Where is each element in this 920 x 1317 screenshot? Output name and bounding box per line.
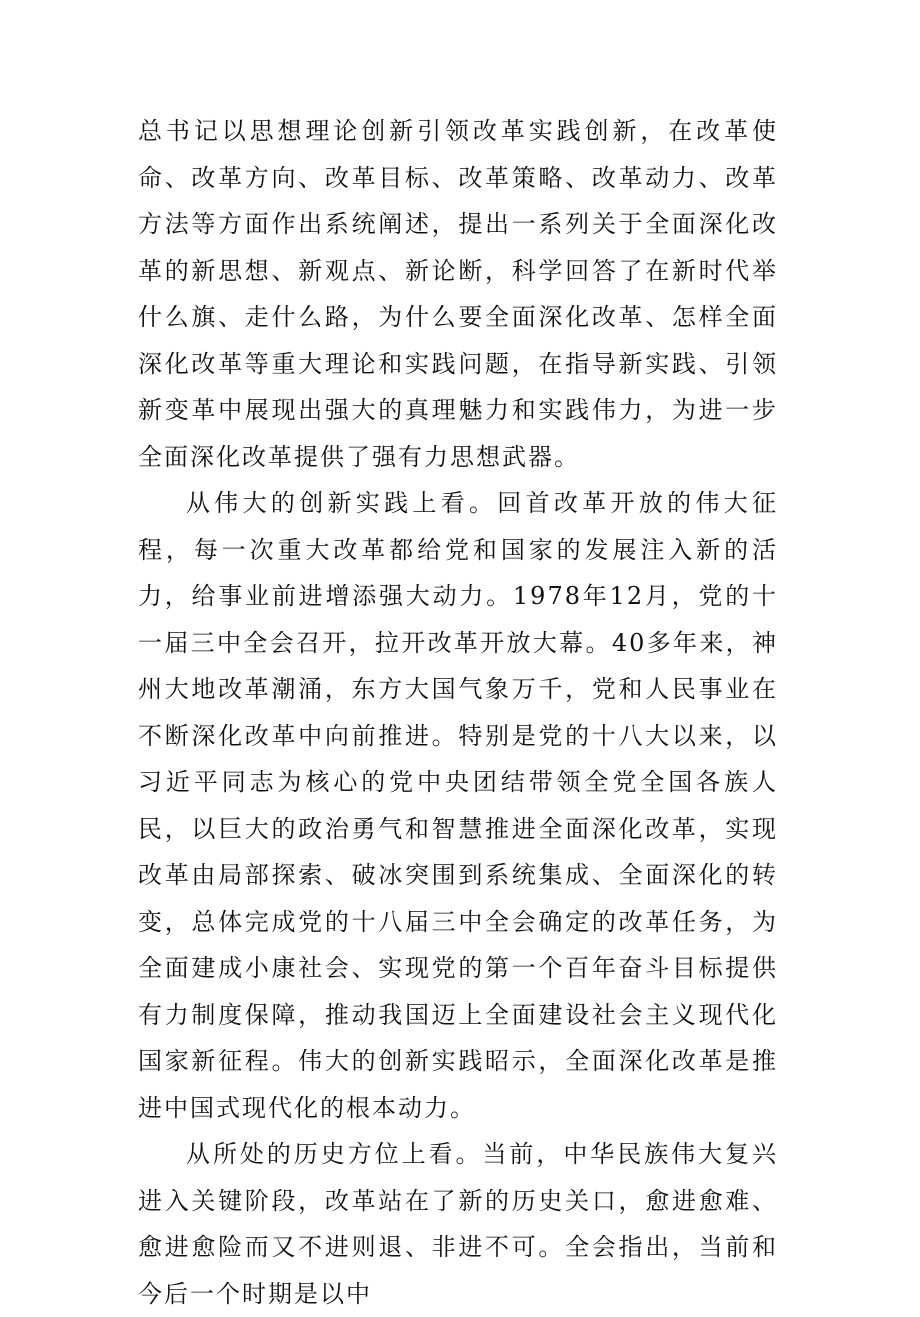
document-page — [138, 108, 778, 1317]
paragraph-1: 总书记以思想理论创新引领改革实践创新，在改革使命、改革方向、改革目标、改革策略、改革动力、改革方法等方面作出系统阐述，提出一系列关于全面深化改革的新思想、新观点、新论断，科学回答了在新时代举什么旗、走什么路，为什么要全面深化改革、怎样全面深化改革等重大理论和实践问题，在指导新实践、引领新变革中展现出强大的真理魅力和实践伟力，为进一步全面深化改革提供了强有力思想武器。 — [138, 117, 778, 471]
paragraph-2: 从伟大的创新实践上看。回首改革开放的伟大征程，每一次重大改革都给党和国家的发展注入新的活力，给事业前进增添强大动力。1978年12月，党的十一届三中全会召开，拉开改革开放大幕。40多年来，神州大地改革潮涌，东方大国气象万千，党和人民事业在不断深化改革中向前推进。特别是党的十八大以来，以习近平同志为核心的党中央团结带领全党全国各族人民，以巨大的政治勇气和智慧推进全面深化改革，实现改革由局部探索、破冰突围到系统集成、全面深化的转变，总体完成党的十八届三中全会确定的改革任务，为全面建成小康社会、实现党的第一个百年奋斗目标提供有力制度保障，推动我国迈上全面建设社会主义现代化国家新征程。伟大的创新实践昭示，全面深化改革是推进中国式现代化的根本动力。 — [138, 489, 778, 1122]
paragraph-3: 从所处的历史方位上看。当前，中华民族伟大复兴进入关键阶段，改革站在了新的历史关口，愈进愈难、愈进愈险而又不进则退、非进不可。全会指出，当前和今后一个时期是以中 — [138, 1140, 778, 1308]
